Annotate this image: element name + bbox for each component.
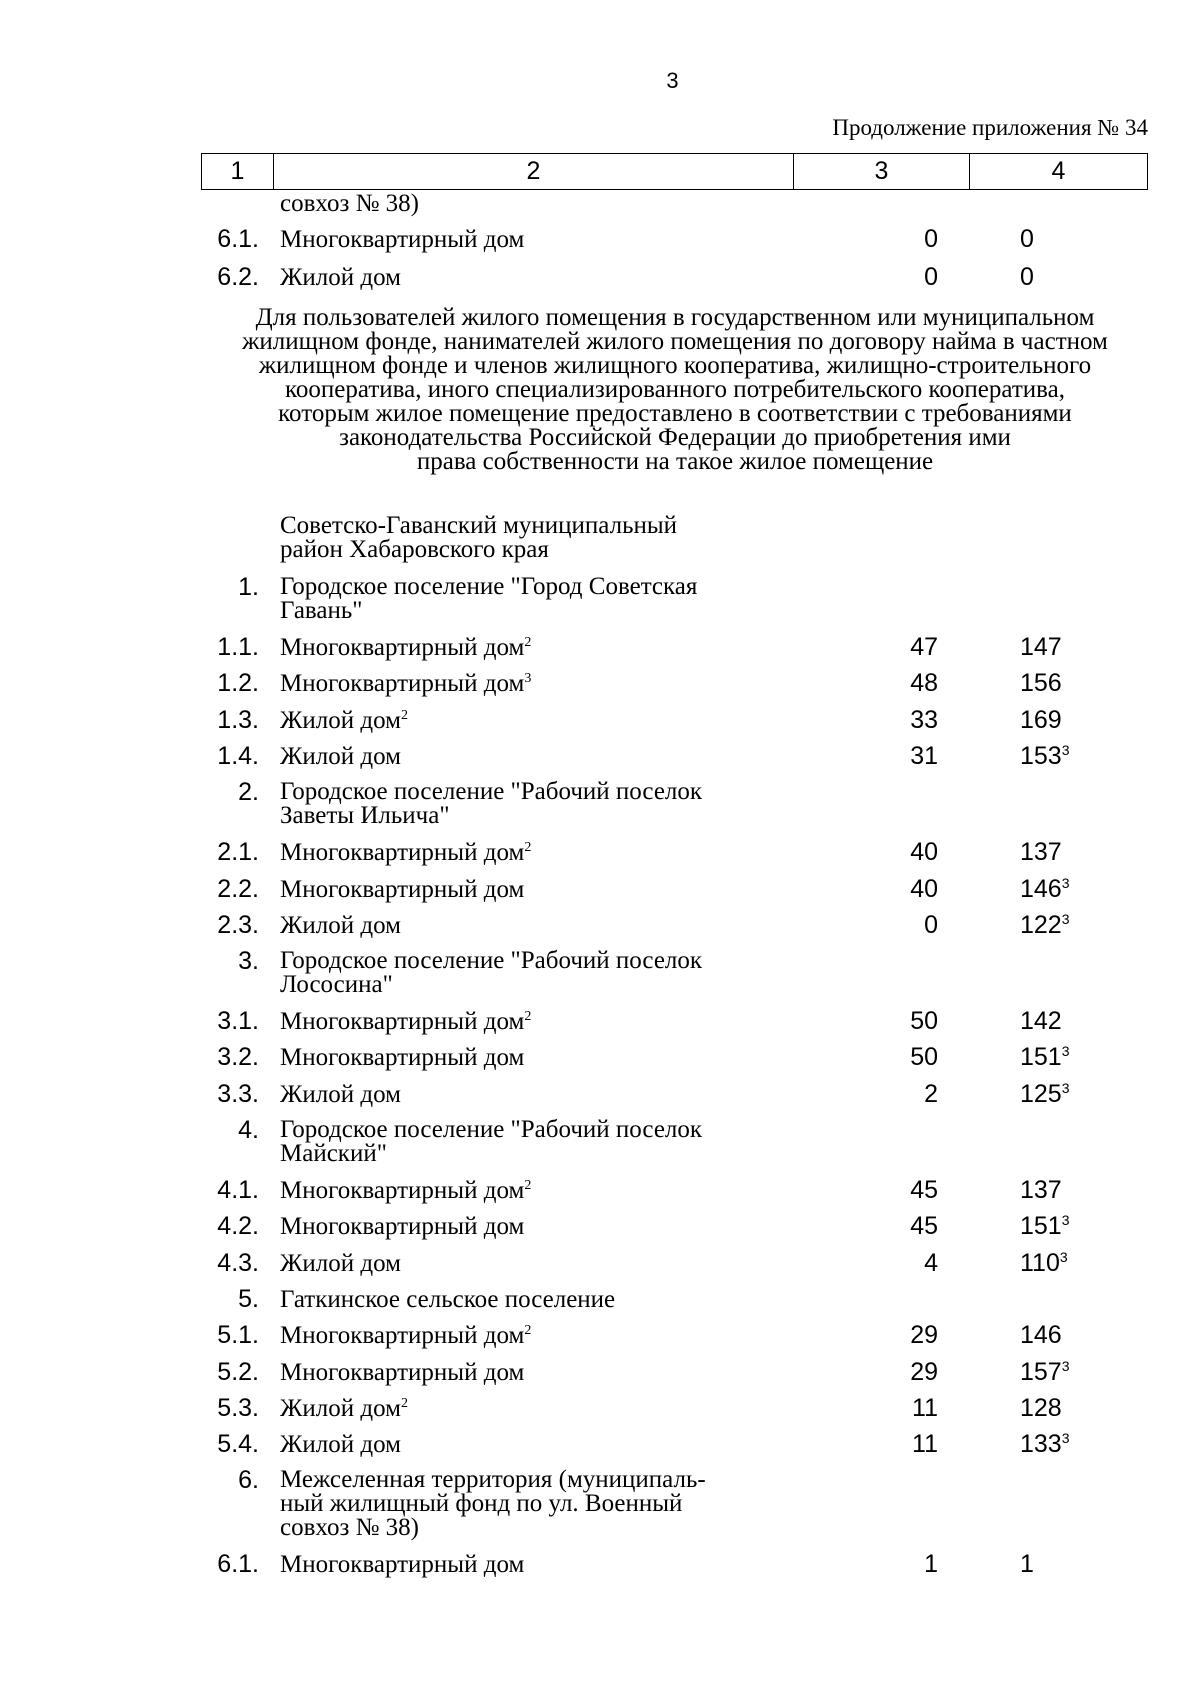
value-column-3: 31 [910, 741, 938, 770]
district-name-line: район Хабаровского края [280, 536, 549, 563]
row-name [280, 575, 800, 623]
row-name [280, 1118, 800, 1166]
value-column-4: $151^3$ [1020, 1212, 1070, 1241]
section-heading-line: законодательства Российской Федерации до приобретения ими [339, 424, 1011, 451]
row-name [280, 1251, 800, 1276]
value-column-3: 0 [924, 263, 938, 291]
row-number: 1.1. [217, 633, 259, 661]
row-name [280, 1009, 800, 1034]
row-number: 4.3. [217, 1248, 259, 1277]
row-number: 4.2. [217, 1212, 259, 1241]
row-name [280, 708, 800, 733]
value-column-3: 33 [910, 705, 938, 734]
footnote-mark: 3 [1061, 910, 1070, 927]
row-name [280, 671, 800, 696]
row-number: 4. [238, 1116, 259, 1144]
value-column-3: 29 [910, 1321, 938, 1350]
value-column-4: 1 [1020, 1550, 1034, 1579]
footnote-mark: 3 [1059, 1248, 1068, 1265]
footnote-mark: 2 [524, 1323, 532, 1339]
row-name [280, 1552, 800, 1577]
row-number: 6.1. [217, 1550, 259, 1579]
value-column-3: 45 [910, 1176, 938, 1204]
section-heading-line: которым жилое помещение предоставлено в соответствии с требованиями [278, 400, 1072, 427]
row-number: 3. [238, 947, 259, 976]
row-number: 1.2. [217, 669, 259, 698]
value-column-3: 40 [910, 838, 938, 867]
value-column-4: 156 [1020, 669, 1062, 698]
value-column-3: 29 [910, 1357, 938, 1386]
footnote-mark: 3 [1061, 1357, 1070, 1374]
section-heading-line: Для пользователей жилого помещения в государственном или муниципальном [255, 304, 1095, 331]
footnote-mark: 2 [524, 840, 532, 856]
row-number: 5.2. [217, 1357, 259, 1386]
value-column-3: 0 [924, 910, 938, 939]
column-header-2: 2 [274, 154, 794, 190]
value-column-4: 147 [1020, 633, 1062, 661]
section-heading [190, 306, 1160, 474]
footnote-mark: 2 [524, 1009, 532, 1025]
value-column-4: $146^3$ [1020, 874, 1070, 903]
row-name [280, 1432, 800, 1457]
value-column-3: 11 [912, 1430, 938, 1459]
row-name-line: Многоквартирный дом$^2$ [280, 839, 532, 867]
value-column-4: 137 [1020, 838, 1062, 867]
row-name [280, 1287, 800, 1312]
value-column-4: $153^3$ [1020, 741, 1070, 770]
row-name [280, 1045, 800, 1070]
value-column-4: 128 [1020, 1393, 1062, 1422]
row-name [280, 1323, 800, 1348]
row-name [280, 840, 800, 865]
row-name [280, 265, 800, 290]
row-name-line: Межселенная территория (муниципаль- [280, 1466, 706, 1494]
row-name-line: совхоз № 38) [280, 190, 420, 217]
column-header-table [201, 153, 1148, 190]
row-name-line: Многоквартирный дом$^2$ [280, 634, 532, 661]
row-name [280, 635, 800, 660]
row-name-line: Многоквартирный дом$^2$ [280, 1322, 532, 1350]
row-number: 1. [238, 573, 259, 601]
value-column-4: 142 [1020, 1007, 1062, 1036]
value-column-3: 40 [910, 874, 938, 903]
value-column-3: 0 [924, 225, 938, 253]
value-column-4: 146 [1020, 1321, 1062, 1350]
row-number: 2.2. [217, 874, 259, 903]
footnote-mark: 3 [1061, 1212, 1070, 1229]
footnote-mark: 3 [1061, 874, 1070, 891]
value-column-4: $122^3$ [1020, 910, 1070, 939]
row-name-line: Городское поселение "Рабочий поселок [280, 778, 703, 806]
row-number: 6. [238, 1466, 259, 1495]
column-header-row [202, 154, 1148, 190]
row-name-line: Многоквартирный дом [280, 1044, 525, 1072]
row-name-line: Жилой дом [280, 911, 401, 939]
footnote-mark: 3 [1061, 1043, 1070, 1060]
row-name-line: ный жилищный фонд по ул. Военный [280, 1490, 683, 1518]
row-number: 4.1. [217, 1176, 259, 1204]
row-name-line: Майский" [280, 1140, 387, 1167]
row-name-line: Многоквартирный дом [280, 1213, 525, 1241]
row-number: 6.2. [217, 263, 259, 291]
row-name-line: Жилой дом$^2$ [280, 1394, 408, 1422]
row-number: 5.3. [217, 1393, 259, 1422]
section-heading-line: жилищном фонде и членов жилищного кооператива, жилищно-строительного [258, 352, 1092, 379]
value-column-4: $125^3$ [1020, 1079, 1070, 1108]
row-name [280, 1082, 800, 1107]
row-number: 2.1. [217, 838, 259, 867]
row-name [280, 1214, 800, 1239]
district-name-line: Советско-Гаванский муниципальный [280, 512, 678, 539]
value-column-4: $157^3$ [1020, 1357, 1070, 1386]
section-heading-line: кооператива, иного специализированного потребительского кооператива, [285, 376, 1065, 403]
row-name [280, 227, 800, 252]
row-name-line: Многоквартирный дом [280, 1551, 525, 1579]
row-name [280, 877, 800, 902]
row-name-line: Жилой дом$^2$ [280, 706, 408, 734]
row-name-line: Городское поселение "Рабочий поселок [280, 1116, 703, 1143]
footnote-mark: 2 [400, 707, 408, 723]
row-number: 6.1. [217, 225, 259, 253]
footnote-mark: 2 [524, 1178, 532, 1193]
value-column-4: $133^3$ [1020, 1430, 1070, 1459]
page-number: 3 [666, 68, 679, 93]
row-name-line: Жилой дом [280, 742, 401, 770]
value-column-4: 0 [1020, 225, 1034, 253]
row-name [280, 913, 800, 938]
column-header-3: 3 [794, 154, 970, 190]
row-name-line: Многоквартирный дом [280, 875, 525, 903]
footnote-mark: 3 [1061, 1079, 1070, 1096]
value-column-3: 50 [910, 1043, 938, 1072]
row-number: 5.4. [217, 1430, 259, 1459]
row-name-line: Многоквартирный дом$^3$ [280, 670, 532, 698]
row-number: 5. [238, 1284, 259, 1313]
row-name [280, 1468, 800, 1540]
row-name-line: Заветы Ильича" [280, 802, 450, 830]
row-name-line: Многоквартирный дом$^2$ [280, 1008, 532, 1036]
value-column-3: 2 [924, 1079, 938, 1108]
row-name-line: Лососина" [280, 971, 393, 999]
row-number: 3.2. [217, 1043, 259, 1072]
value-column-4: $110^3$ [1020, 1248, 1068, 1277]
footnote-mark: 2 [400, 1395, 408, 1411]
value-column-3: 47 [910, 633, 938, 661]
row-name-line: Многоквартирный дом [280, 1358, 525, 1386]
row-number: 5.1. [217, 1321, 259, 1350]
value-column-3: 11 [912, 1393, 938, 1422]
row-name [280, 780, 800, 828]
row-name-line: Жилой дом [280, 1249, 401, 1277]
row-number: 2. [238, 778, 259, 807]
row-name-line: Многоквартирный дом$^2$ [280, 1177, 532, 1204]
row-number: 2.3. [217, 910, 259, 939]
footnote-mark: 3 [1061, 1430, 1070, 1447]
row-number: 1.4. [217, 741, 259, 770]
row-name-line: Гаткинское сельское поселение [280, 1285, 616, 1313]
column-header-1: 1 [202, 154, 274, 190]
value-column-4: 0 [1020, 263, 1034, 291]
footnote-mark: 2 [524, 635, 532, 650]
row-number: 3.3. [217, 1079, 259, 1108]
row-name [280, 191, 800, 216]
row-name [280, 1178, 800, 1203]
value-column-4: 169 [1020, 705, 1062, 734]
section-heading-line: жилищном фонде, нанимателей жилого помещения по договору найма в частном [242, 328, 1108, 355]
value-column-3: 48 [910, 669, 938, 698]
continuation-label: Продолжение приложения № 34 [832, 115, 1148, 140]
value-column-3: 45 [910, 1212, 938, 1241]
row-name-line: совхоз № 38) [280, 1514, 420, 1542]
row-name-line: Городское поселение "Город Советская [280, 573, 698, 600]
value-column-3: 4 [924, 1248, 938, 1277]
value-column-3: 1 [924, 1550, 938, 1579]
row-name-line: Жилой дом [280, 1080, 401, 1108]
district-name [280, 514, 800, 562]
footnote-mark: 3 [524, 671, 532, 687]
value-column-3: 50 [910, 1007, 938, 1036]
row-name [280, 744, 800, 769]
column-header-4: 4 [970, 154, 1148, 190]
value-column-4: 137 [1020, 1176, 1062, 1204]
row-name-line: Многоквартирный дом [280, 226, 525, 253]
row-name-line: Жилой дом [280, 1431, 401, 1459]
value-column-4: $151^3$ [1020, 1043, 1070, 1072]
footnote-mark: 3 [1061, 741, 1070, 758]
row-name [280, 949, 800, 997]
row-name-line: Гавань" [280, 597, 363, 624]
row-number: 3.1. [217, 1007, 259, 1036]
row-name [280, 1360, 800, 1385]
row-number: 1.3. [217, 705, 259, 734]
row-name-line: Жилой дом [280, 264, 401, 291]
row-name-line: Городское поселение "Рабочий поселок [280, 947, 703, 975]
row-name [280, 1396, 800, 1421]
section-heading-line: права собственности на такое жилое помещение [416, 448, 934, 475]
